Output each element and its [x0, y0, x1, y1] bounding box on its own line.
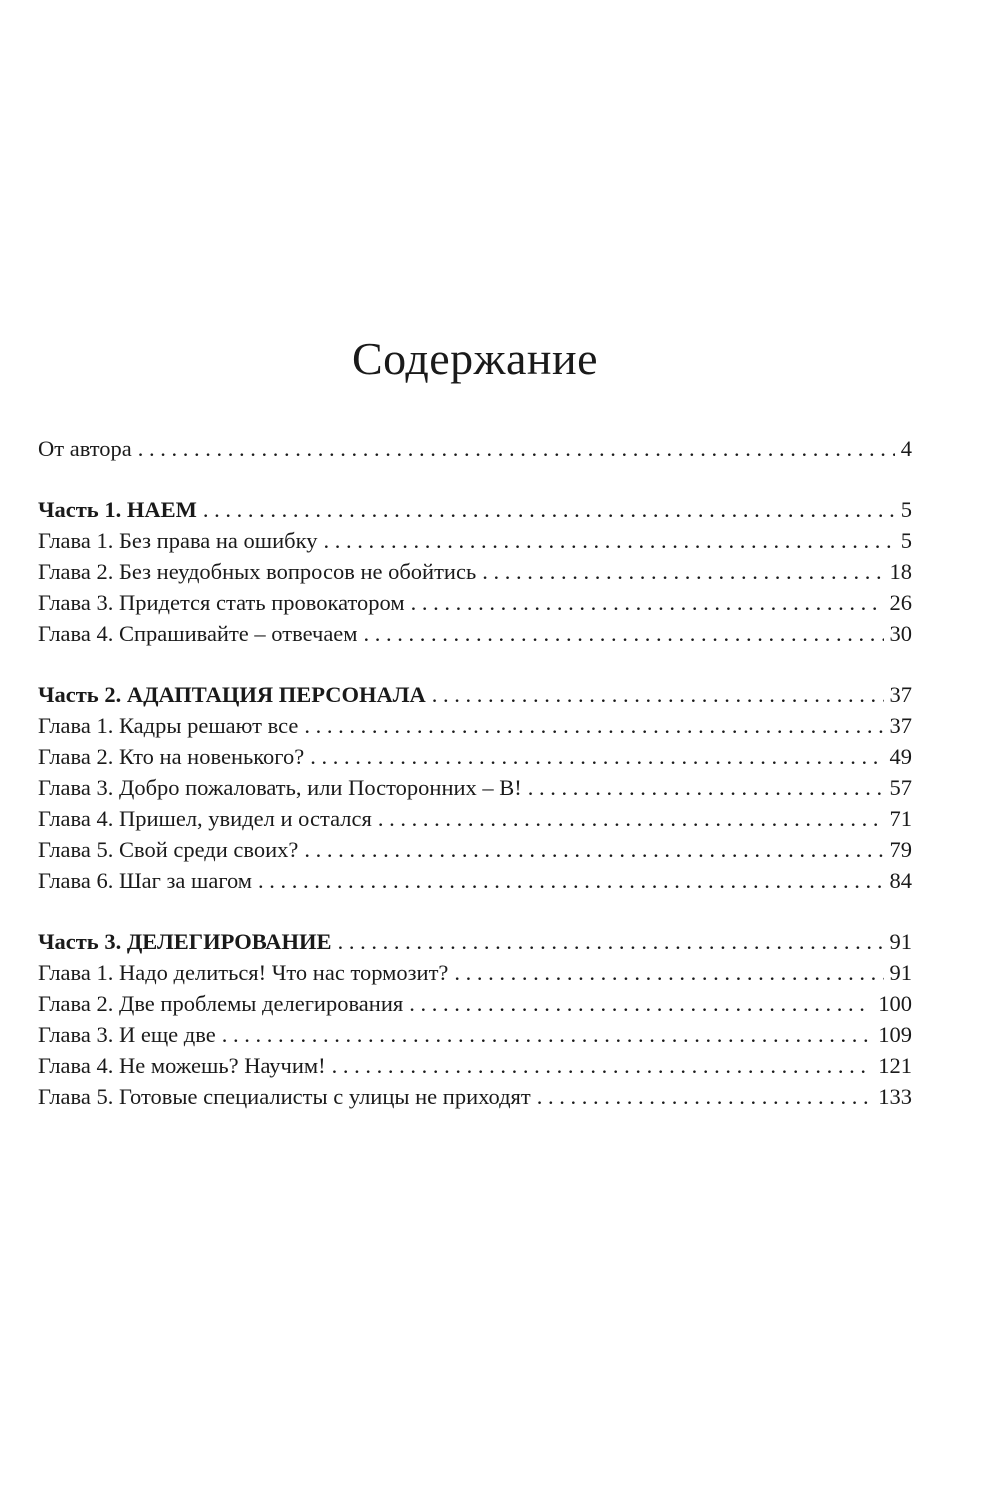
dot-leader	[138, 433, 895, 464]
toc-page-number: 18	[889, 559, 912, 584]
dot-leader	[338, 926, 884, 957]
toc-chapter-label: Глава 4. Спрашивайте – отвечаем	[38, 621, 358, 646]
dot-leader	[304, 834, 883, 865]
toc-page-number: 71	[889, 806, 912, 831]
toc-chapter-label: Глава 4. Пришел, увидел и остался	[38, 806, 372, 831]
toc-chapter	[38, 741, 912, 772]
page-title: Содержание	[351, 333, 599, 384]
toc-chapter-label: Глава 2. Кто на новенького?	[38, 744, 305, 769]
toc-page-number: 5	[900, 528, 912, 553]
toc-chapter-label: Глава 2. Две проблемы делегирования	[38, 991, 404, 1016]
toc-page-number: 4	[900, 436, 912, 461]
toc-part-3	[38, 926, 912, 957]
toc-page-number: 37	[889, 713, 912, 738]
toc-chapter	[38, 803, 912, 834]
toc-page-number: 133	[878, 1084, 912, 1109]
dot-leader	[258, 865, 883, 896]
toc-chapter	[38, 618, 912, 649]
toc-chapter-label: Глава 1. Без права на ошибку	[38, 528, 318, 553]
toc-chapter-label: Глава 1. Надо делиться! Что нас тормозит?	[38, 960, 449, 985]
toc-chapter	[38, 556, 912, 587]
toc-part-label: Часть 1. НАЕМ	[38, 497, 197, 522]
toc-chapter	[38, 834, 912, 865]
toc-chapter	[38, 587, 912, 618]
toc-page-number: 91	[889, 960, 912, 985]
toc-chapter-label: Глава 5. Свой среди своих?	[38, 837, 299, 862]
toc-page-number: 26	[889, 590, 912, 615]
dot-leader	[310, 741, 883, 772]
toc-entry-intro	[38, 433, 912, 464]
toc-chapter-label: Глава 3. Придется стать провокатором	[38, 590, 405, 615]
toc-chapter	[38, 1050, 912, 1081]
dot-leader	[323, 525, 894, 556]
toc-part-label: Часть 2. АДАПТАЦИЯ ПЕРСОНАЛА	[38, 682, 426, 707]
toc-chapter-label: Глава 6. Шаг за шагом	[38, 868, 253, 893]
dot-leader	[332, 1050, 873, 1081]
dot-leader	[528, 772, 884, 803]
dot-leader	[378, 803, 884, 834]
toc-chapter	[38, 1019, 912, 1050]
toc-page-number: 79	[889, 837, 912, 862]
toc-chapter-label: Глава 3. И еще две	[38, 1022, 216, 1047]
toc-part-1	[38, 494, 912, 525]
toc-chapter	[38, 865, 912, 896]
table-of-contents	[38, 433, 912, 1112]
dot-leader	[411, 587, 884, 618]
toc-chapter	[38, 772, 912, 803]
toc-page-number: 91	[889, 929, 912, 954]
toc-page-number: 30	[889, 621, 912, 646]
toc-page-number: 84	[889, 868, 912, 893]
dot-leader	[482, 556, 883, 587]
toc-part-2	[38, 679, 912, 710]
toc-chapter	[38, 710, 912, 741]
toc-chapter-label: Глава 5. Готовые специалисты с улицы не приходят	[38, 1084, 531, 1109]
dot-leader	[432, 679, 884, 710]
toc-page-number: 37	[889, 682, 912, 707]
toc-entry-label: От автора	[38, 436, 132, 461]
toc-chapter-label: Глава 3. Добро пожаловать, или Посторонних – В!	[38, 775, 522, 800]
dot-leader	[222, 1019, 873, 1050]
dot-leader	[409, 988, 872, 1019]
toc-page-number: 49	[889, 744, 912, 769]
toc-page-number: 57	[889, 775, 912, 800]
toc-page-number: 5	[900, 497, 912, 522]
toc-chapter-label: Глава 1. Кадры решают все	[38, 713, 299, 738]
dot-leader	[454, 957, 883, 988]
dot-leader	[304, 710, 883, 741]
dot-leader	[203, 494, 895, 525]
toc-part-label: Часть 3. ДЕЛЕГИРОВАНИЕ	[38, 929, 332, 954]
toc-chapter	[38, 988, 912, 1019]
dot-leader	[537, 1081, 873, 1112]
dot-leader	[364, 618, 884, 649]
toc-page-number: 100	[878, 991, 912, 1016]
toc-chapter	[38, 525, 912, 556]
toc-chapter	[38, 957, 912, 988]
toc-chapter	[38, 1081, 912, 1112]
toc-page-number: 121	[878, 1053, 912, 1078]
toc-chapter-label: Глава 4. Не можешь? Научим!	[38, 1053, 326, 1078]
toc-chapter-label: Глава 2. Без неудобных вопросов не обойтись	[38, 559, 477, 584]
toc-page-number: 109	[878, 1022, 912, 1047]
